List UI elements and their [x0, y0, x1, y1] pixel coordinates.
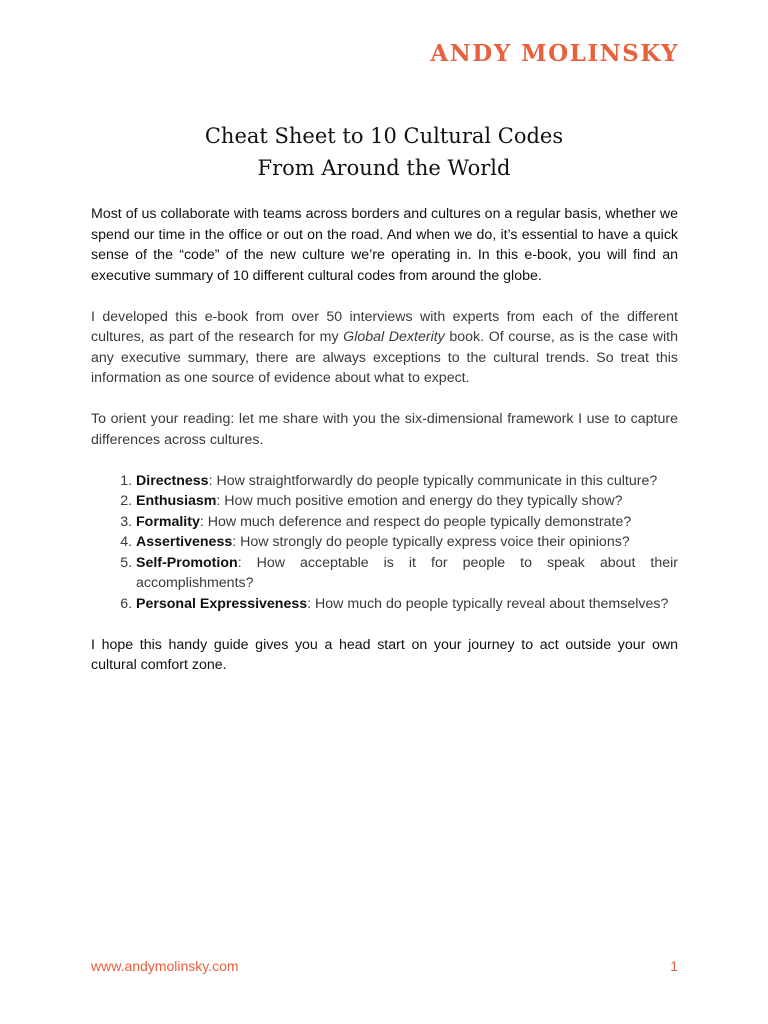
dimension-desc: : How much do people typically reveal about themselves? [307, 595, 669, 612]
list-item [136, 512, 678, 533]
research-text-end: book. Of course, as is the case with any executive summary, there are always exceptions to the cultural trends. So treat this information as one source of evidence about what to expect. [91, 329, 678, 386]
dimension-desc: : How much deference and respect do people typically demonstrate? [199, 513, 632, 530]
research-paragraph [91, 307, 678, 389]
intro-sentence-1: Most of us collaborate with teams across borders and cultures on a regular basis, whether we spend our time in the office or out on the road. [91, 206, 678, 243]
list-item [136, 594, 678, 615]
dimension-desc: : How acceptable is it for people to speak about their accomplishments? [136, 554, 678, 591]
title-line-1: Cheat Sheet to 10 Cultural Codes [204, 124, 564, 148]
dimension-term: Assertiveness [136, 534, 233, 550]
dimension-term: Directness [136, 472, 209, 489]
website-link[interactable]: www.andymolinsky.com [91, 958, 239, 974]
dimension-term: Formality [136, 513, 200, 530]
framework-paragraph: To orient your reading: let me share with you the six-dimensional framework I use to capture differences across cultures. [91, 411, 678, 448]
list-item [136, 471, 678, 492]
intro-paragraph [91, 204, 678, 286]
research-text-start: I developed this e-book from over 50 interviews with experts from each of the different cultures, as part of the research for my [91, 308, 678, 345]
page-title [0, 120, 768, 184]
dimension-term: Personal Expressiveness [136, 595, 308, 612]
intro-sentence-2: And when we do, it’s essential to have a quick sense of the “code” of the new culture we’re operating in. In this e-book, you will find an executive summary of 10 different cultural codes from around the globe. [91, 226, 679, 284]
list-item [136, 491, 678, 512]
dimension-term: Enthusiasm [136, 493, 217, 509]
dimension-term: Self-Promotion [136, 554, 238, 571]
book-title: Global Dexterity [343, 329, 445, 345]
closing-paragraph: I hope this handy guide gives you a head start on your journey to act outside your own cultural comfort zone. [91, 636, 678, 673]
list-item [136, 532, 678, 553]
dimension-desc: : How straightforwardly do people typically communicate in this culture? [208, 472, 658, 489]
title-line-2: From Around the World [257, 156, 511, 180]
page-number: 1 [670, 958, 678, 974]
dimension-desc: : How much positive emotion and energy do they typically show? [216, 493, 623, 509]
document-body [91, 204, 678, 696]
list-item [136, 553, 678, 594]
dimension-list [91, 471, 678, 615]
dimension-desc: : How strongly do people typically express voice their opinions? [232, 534, 630, 550]
brand-logo: ANDY MOLINSKY [430, 40, 679, 67]
